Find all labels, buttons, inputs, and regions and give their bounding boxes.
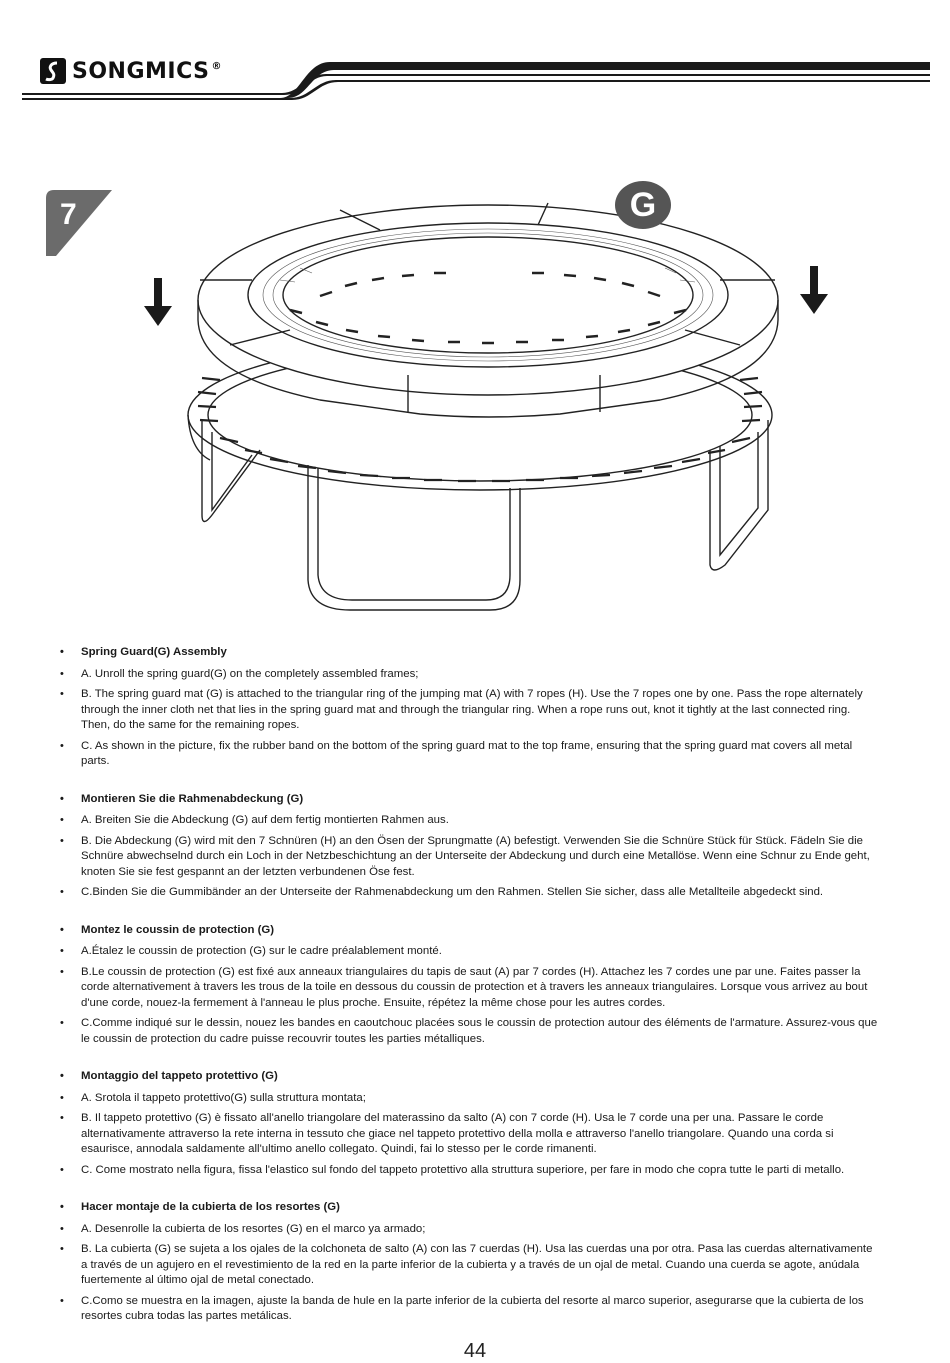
section-french — [60, 923, 880, 1048]
step-number: 7 — [60, 198, 77, 231]
instruction-item: • A.Étalez le coussin de protection (G) sur le cadre préalablement monté. — [60, 944, 880, 960]
page-header — [0, 0, 950, 110]
instruction-item: • C.Comme indiqué sur le dessin, nouez les bandes en caoutchouc placées sous le coussin de protection autour des éléments de l'armature. Assurez-vous que le coussin de protection du cadre puisse recouvrir toutes les parties métalliques. — [60, 1016, 880, 1047]
section-heading: • Montieren Sie die Rahmenabdeckung (G) — [60, 792, 880, 808]
section-spanish — [60, 1200, 880, 1325]
section-german — [60, 792, 880, 901]
section-heading: • Montaggio del tappeto protettivo (G) — [60, 1069, 880, 1085]
instruction-item: • B. La cubierta (G) se sujeta a los ojales de la colchoneta de salto (A) con las 7 cuerdas (H). Usa las cuerdas una por otra. Pasa las cuerdas alternativamente a través de un agujero en el revestimiento de la red en la parte inferior de la cubierta y a través de un ojal de metal. Cuando una cuerda se agote, anúdala fuertemente al último ojal de metal conectado. — [60, 1242, 880, 1289]
header-swoosh-graphic — [0, 0, 950, 110]
instruction-item: • A. Srotola il tappeto protettivo(G) sulla struttura montata; — [60, 1091, 880, 1107]
instruction-item: • C. Come mostrato nella figura, fissa l'elastico sul fondo del tappeto protettivo alla struttura superiore, per fare in modo che copra tutte le parti di metallo. — [60, 1163, 880, 1179]
step-badge — [46, 190, 112, 256]
section-italian — [60, 1069, 880, 1178]
section-english — [60, 645, 880, 770]
instruction-item: • A. Breiten Sie die Abdeckung (G) auf dem fertig montierten Rahmen aus. — [60, 813, 880, 829]
instruction-item: • C.Como se muestra en la imagen, ajuste la banda de hule en la parte inferior de la cubierta del resorte al marco superior, asegurarse que la cubierta de los resortes cubra todas las partes metálicas. — [60, 1294, 880, 1325]
instruction-item: • B.Le coussin de protection (G) est fixé aux anneaux triangulaires du tapis de saut (A) par 7 cordes (H). Attachez les 7 cordes une par une. Faites passer la corde alternativement à travers les trous de la toile en dessous du coussin de protection et à travers les anneaux triangulaires. Lorsque vous arrivez au bout d'une corde, nouez-la fermement à l'anneau le plus proche. Ensuite, répétez la même chose pour les autres cordes. — [60, 965, 880, 1012]
trampoline-assembly-illustration — [120, 170, 840, 630]
trampoline-drawing — [120, 170, 840, 630]
instruction-item: • A. Unroll the spring guard(G) on the completely assembled frames; — [60, 667, 880, 683]
page-number: 44 — [463, 1340, 487, 1362]
part-g-label — [614, 180, 672, 230]
songmics-logo-mark-icon — [40, 58, 66, 84]
instruction-item: • A. Desenrolle la cubierta de los resortes (G) en el marco ya armado; — [60, 1222, 880, 1238]
section-heading: • Hacer montaje de la cubierta de los resortes (G) — [60, 1200, 880, 1216]
section-heading: • Montez le coussin de protection (G) — [60, 923, 880, 939]
instruction-item: • B. The spring guard mat (G) is attached to the triangular ring of the jumping mat (A) with 7 ropes (H). Use the 7 ropes one by one. Pass the rope alternately through the inner cloth net that lies in the spring guard mat and through the triangular ring. When a rope runs out, knot it tightly at the last connected ring. Then, do the same for the remaining ropes. — [60, 687, 880, 734]
section-heading: • Spring Guard(G) Assembly — [60, 645, 880, 661]
instruction-item: • B. Die Abdeckung (G) wird mit den 7 Schnüren (H) an den Ösen der Sprungmatte (A) befestigt. Verwenden Sie die Schnüre Stück für Stück. Fädeln Sie die Schnüre abwechselnd durch ein Loch in der Netzbeschichtung an der Unterseite der Abdeckung und durch eine Metallöse. Wenn eine Schnur zu Ende geht, knoten Sie sie fest gespannt an der letzten verbundenen Öse fest. — [60, 834, 880, 881]
instruction-item: • C. As shown in the picture, fix the rubber band on the bottom of the spring guard mat to the top frame, ensuring that the spring guard mat covers all metal parts. — [60, 739, 880, 770]
brand-name: SONGMICS ® — [72, 58, 222, 84]
step-badge-shape — [46, 190, 112, 256]
instructions-content — [60, 645, 880, 1347]
instruction-item: • C.Binden Sie die Gummibänder an der Unterseite der Rahmenabdeckung um den Rahmen. Stellen Sie sicher, dass alle Metallteile abgedeckt sind. — [60, 885, 880, 901]
part-label-letter: G — [629, 186, 657, 224]
songmics-logo — [40, 58, 222, 84]
instruction-item: • B. Il tappeto protettivo (G) è fissato all'anello triangolare del materassino da salto (A) con 7 corde (H). Usa le 7 corde una per una. Passare le corde alternativamente attraverso la rete interna in tessuto che giace nel tappeto protettivo della molla e attraverso l'anello triangolare. Quando una corda si esaurisce, annodala saldamente all'ultimo anello collegato. Quindi, fai lo stesso per le corde rimanenti. — [60, 1111, 880, 1158]
